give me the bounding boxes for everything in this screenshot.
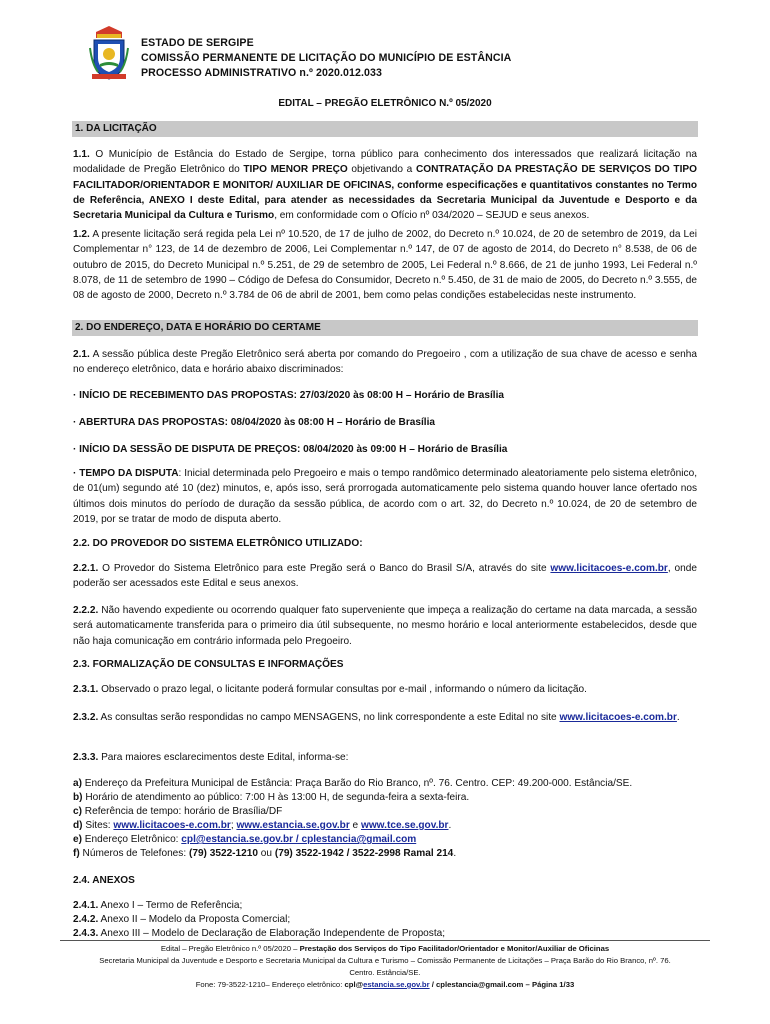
info-hours	[73, 791, 697, 806]
para-label: · TEMPO DA DISPUTA	[73, 468, 179, 479]
info-address	[73, 777, 697, 792]
paragraph-1-1	[73, 147, 697, 223]
item-letter: f)	[73, 848, 80, 859]
para-number: 2.2.2.	[73, 605, 99, 616]
footer-line-4	[60, 979, 710, 991]
paragraph-2-3-1	[73, 683, 697, 698]
annex-item	[73, 899, 697, 914]
section-1-heading: 1. DA LICITAÇÃO	[72, 121, 698, 137]
para-text: Não havendo expediente ou ocorrendo qualquer fato superveniente que impeça a realização do certame na data marcada, a sessão será automaticamente transferida para o primeiro dia útil subsequente, no mesmo horário e local anteriormente estabelecidos, desde que não haja comunicação em contrário informada pelo Pregoeiro.	[73, 605, 697, 647]
paragraph-2-2-1	[73, 561, 697, 592]
footer-text: Fone: 79-3522-1210– Endereço eletrônico:	[195, 980, 345, 989]
email-link[interactable]: cpl@estancia.se.gov.br / cplestancia@gmail.com	[181, 834, 417, 845]
para-number: 2.4.2.	[73, 914, 99, 925]
info-email	[73, 833, 697, 848]
schedule-item-dispute-start: · INÍCIO DA SESSÃO DE DISPUTA DE PREÇOS: 08/04/2020 às 09:00 H – Horário de Brasília	[73, 444, 508, 455]
para-text: .	[676, 712, 680, 723]
para-text: objetivando a	[347, 164, 416, 176]
header-commission: COMISSÃO PERMANENTE DE LICITAÇÃO DO MUNICÍPIO DE ESTÂNCIA	[141, 52, 512, 64]
info-sites	[73, 819, 697, 834]
paragraph-tempo-disputa	[73, 466, 697, 527]
footer-line-1	[60, 943, 710, 955]
item-text: ou	[258, 848, 275, 859]
para-number: 1.1.	[73, 149, 90, 160]
para-text: O Provedor do Sistema Eletrônico para este Pregão será o Banco do Brasil S/A, através do site	[98, 563, 551, 574]
footer-divider	[60, 940, 710, 941]
subsection-2-3-heading: 2.3. FORMALIZAÇÃO DE CONSULTAS E INFORMAÇÕES	[73, 659, 344, 670]
item-text: ;	[230, 820, 237, 831]
para-number: 2.1.	[73, 349, 90, 360]
paragraph-2-1	[73, 347, 697, 378]
item-letter: b)	[73, 792, 83, 803]
paragraph-2-3-2	[73, 710, 697, 725]
item-letter: e)	[73, 834, 82, 845]
para-number: 2.3.1.	[73, 684, 99, 695]
paragraph-2-3-3	[73, 751, 697, 766]
para-text: As consultas serão respondidas no campo MENSAGENS, no link correspondente a este Edital no site	[98, 712, 560, 723]
item-text: Números de Telefones:	[79, 848, 189, 859]
para-text: O Município de Estância do Estado de Sergipe, torna público para conhecimento dos interessados que realizará licitação na modalidade de Pregão Eletrônico do	[73, 149, 697, 176]
annex-item	[73, 913, 697, 928]
item-text: e	[349, 820, 361, 831]
schedule-item-proposals-start: · INÍCIO DE RECEBIMENTO DAS PROPOSTAS: 27/03/2020 às 08:00 H – Horário de Brasília	[73, 390, 504, 401]
header-process: PROCESSO ADMINISTRATIVO n.º 2020.012.033	[141, 67, 383, 79]
para-text: : Inicial determinada pelo Pregoeiro e mais o tempo randômico determinado aleatoriamente pelo sistema eletrônico, de 01(um) segundo até 10 (dez) minutos, e, após isso, será prorrogada automaticamente pelo sistema quando houver lance ofertado nos últimos dois minutos do período de duração da sessão pública, de acordo com o art. 32, do Decreto n.º 10.024, de 20 de setembro de 2019, por se tratar de modo de disputa aberto.	[73, 468, 697, 525]
item-letter: d)	[73, 820, 83, 831]
para-number: 2.4.3.	[73, 928, 99, 939]
schedule-item-proposals-opening: · ABERTURA DAS PROPOSTAS: 08/04/2020 às 08:00 H – Horário de Brasília	[73, 417, 436, 428]
item-text: Endereço da Prefeitura Municipal de Estância: Praça Barão do Rio Branco, nº. 76. Centro. CEP: 49.200-000. Estância/SE.	[81, 778, 633, 789]
para-bold: TIPO MENOR PREÇO	[243, 164, 348, 176]
footer-bold: cpl@	[344, 980, 364, 989]
paragraph-1-2	[73, 227, 697, 303]
item-text: .	[453, 848, 457, 859]
licitacoes-link[interactable]: www.licitacoes-e.com.br	[550, 563, 668, 574]
item-text: Anexo III – Modelo de Declaração de Elaboração Independente de Proposta;	[98, 928, 446, 939]
info-phones	[73, 847, 697, 862]
item-text: Horário de atendimento ao público: 7:00 H às 13:00 H, de segunda-feira a sexta-feira.	[82, 792, 470, 803]
para-text: Observado o prazo legal, o licitante poderá formular consultas por e-mail , informando o número da licitação.	[98, 684, 587, 695]
section-2-heading: 2. DO ENDEREÇO, DATA E HORÁRIO DO CERTAME	[72, 320, 698, 336]
subsection-2-4-heading: 2.4. ANEXOS	[73, 875, 135, 886]
subsection-2-2-heading: 2.2. DO PROVEDOR DO SISTEMA ELETRÔNICO UTILIZADO:	[73, 538, 363, 549]
footer-line-2: Secretaria Municipal da Juventude e Desporto e Secretaria Municipal da Cultura e Turismo – Comissão Permanente de Licitações – Praça Barão do Rio Branco, nº. 76.	[99, 956, 671, 965]
para-number: 2.2.1.	[73, 563, 99, 574]
footer-line-3: Centro. Estância/SE.	[349, 968, 421, 977]
para-text: A sessão pública deste Pregão Eletrônico será aberta por comando do Pregoeiro , com a utilização de sua chave de acesso e senha no endereço eletrônico, data e horário abaixo discriminados:	[73, 349, 697, 376]
item-text: Anexo I – Termo de Referência;	[98, 900, 243, 911]
paragraph-2-2-2	[73, 603, 697, 649]
para-number: 2.4.1.	[73, 900, 99, 911]
phone-number: (79) 3522-1210	[188, 848, 258, 859]
footer-bold: / cplestancia@gmail.com – Página 1/33	[429, 980, 575, 989]
para-number: 2.3.2.	[73, 712, 99, 723]
para-text: , em conformidade com o Ofício nº 034/2020 – SEJUD e seus anexos.	[274, 210, 590, 222]
para-text: , onde poderão ser acessados este Edital e seus anexos.	[73, 563, 697, 590]
licitacoes-link[interactable]: www.licitacoes-e.com.br	[559, 712, 677, 723]
estancia-link[interactable]: www.estancia.se.gov.br	[236, 820, 350, 831]
municipal-crest-logo	[88, 24, 130, 82]
para-text: Para maiores esclarecimentos deste Edital, informa-se:	[98, 752, 349, 763]
tce-link[interactable]: www.tce.se.gov.br	[360, 820, 449, 831]
header-state: ESTADO DE SERGIPE	[141, 37, 254, 49]
footer-bold: Prestação dos Serviços do Tipo Facilitador/Orientador e Monitor/Auxiliar de Oficinas	[299, 944, 610, 953]
phone-number: (79) 3522-1942 / 3522-2998 Ramal 214	[274, 848, 454, 859]
item-text: Referência de tempo: horário de Brasília/DF	[81, 806, 283, 817]
edital-title: EDITAL – PREGÃO ELETRÔNICO N.º 05/2020	[278, 98, 492, 109]
item-text: Anexo II – Modelo da Proposta Comercial;	[98, 914, 291, 925]
footer-email-link[interactable]: estancia.se.gov.br	[363, 980, 430, 989]
item-text: Endereço Eletrônico:	[81, 834, 182, 845]
item-letter: c)	[73, 806, 82, 817]
item-text: Sites:	[82, 820, 114, 831]
para-text: A presente licitação será regida pela Lei nº 10.520, de 17 de julho de 2002, do Decreto n.º 10.024, de 20 de setembro de 2019, da Lei Complementar n° 123, de 14 de dezembro de 2006, Lei Complementar n.º 147, de 07 de agosto de 2014, do Decreto n° 8.538, de 06 de outubro de 2015, do Decreto Municipal n.º 5.251, de 29 de setembro de 2005, Lei Federal n.º 8.666, de 21 de junho 1993, Lei Federal n.º 8.078, de 11 de setembro de 1990 – Código de Defesa do Consumidor, Decreto n.º 5.450, de 31 de maio de 2005, do Decreto n.º 3.555, de 08 de agosto de 2000, Decreto n.º 3.784 de 06 de abril de 2001, bem como pelas condições estabelecidas neste instrumento.	[73, 229, 697, 302]
item-text: .	[448, 820, 452, 831]
para-bold: CONTRATAÇÃO DA PRESTAÇÃO DE SERVIÇOS DO TIPO FACILITADOR/ORIENTADOR E MONITOR/ AUXILIAR DE OFICINAS, conforme especificações e quantitativos constantes no Termo de Referência, ANEXO I deste Edital, para atender as necessidades da Secretaria Municipal da Juventude e Desporto e da Secretaria Municipal da Cultura e Turismo	[73, 164, 697, 222]
footer-text: Edital – Pregão Eletrônico n.º 05/2020 –	[160, 944, 300, 953]
item-letter: a)	[73, 778, 82, 789]
para-number: 2.3.3.	[73, 752, 99, 763]
para-number: 1.2.	[73, 229, 90, 240]
info-time-reference	[73, 805, 697, 820]
licitacoes-link[interactable]: www.licitacoes-e.com.br	[113, 820, 231, 831]
